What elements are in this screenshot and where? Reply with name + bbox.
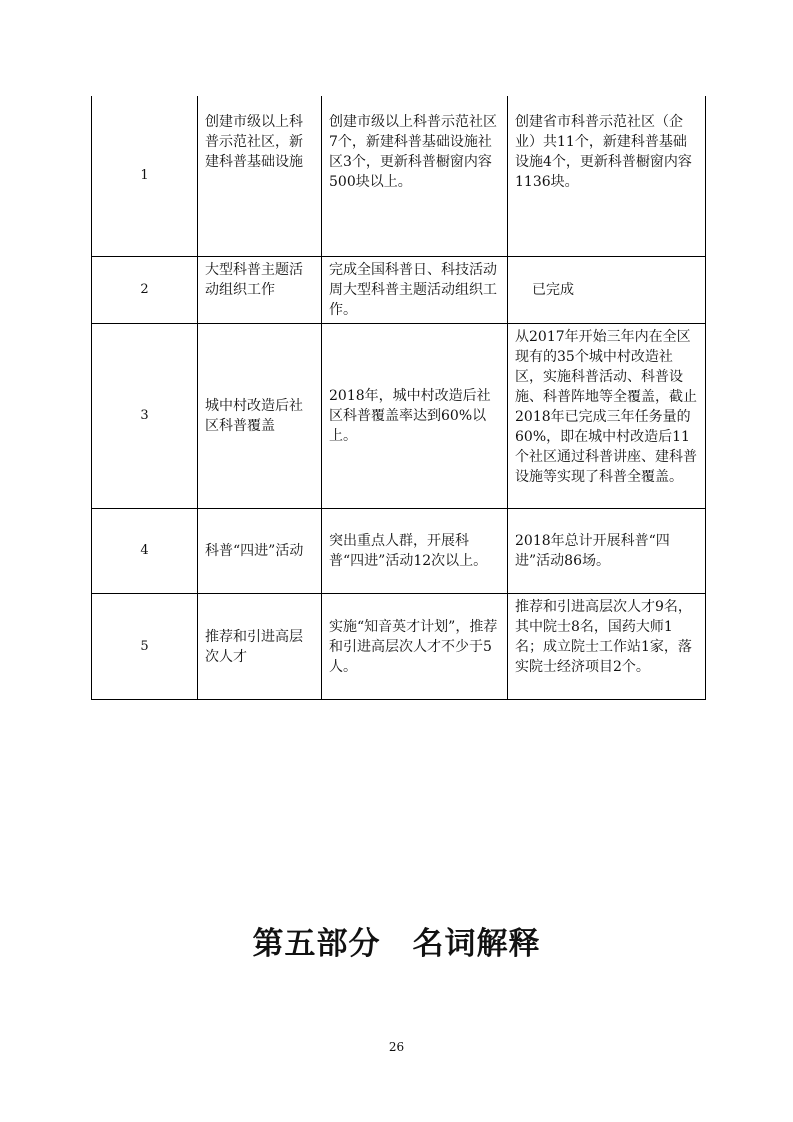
table-row: [92, 324, 706, 509]
goal-cell: 完成全国科普日、科技活动周大型科普主题活动组织工作。: [322, 257, 508, 324]
goal-cell: 创建市级以上科普示范社区7个，新建科普基础设施社区3个，更新科普橱窗内容500块以上。: [322, 96, 508, 257]
row-number: 4: [92, 509, 198, 594]
result-cell: 2018年总计开展科普“四进”活动86场。: [508, 509, 706, 594]
result-cell: 从2017年开始三年内在全区现有的35个城中村改造社区，实施科普活动、科普设施、科普阵地等全覆盖，截止2018年已完成三年任务量的60%，即在城中村改造后11个社区通过科普讲座、建科普设施等实现了科普全覆盖。: [508, 324, 706, 509]
item-cell: 创建市级以上科普示范社区，新建科普基础设施: [198, 96, 322, 257]
goal-cell: 实施“知音英才计划”，推荐和引进高层次人才不少于5人。: [322, 594, 508, 700]
result-cell: 创建省市科普示范社区（企业）共11个，新建科普基础设施4个，更新科普橱窗内容1136块。: [508, 96, 706, 257]
table-row: [92, 509, 706, 594]
summary-table: [91, 96, 706, 700]
row-number: 1: [92, 96, 198, 257]
table-row: [92, 257, 706, 324]
row-number: 3: [92, 324, 198, 509]
goal-cell: 突出重点人群，开展科普“四进”活动12次以上。: [322, 509, 508, 594]
item-cell: 科普“四进”活动: [198, 509, 322, 594]
item-cell: 大型科普主题活动组织工作: [198, 257, 322, 324]
table-row: [92, 96, 706, 257]
page-number: 26: [388, 1040, 405, 1054]
section-heading: 第五部分 名词解释: [252, 926, 541, 962]
item-cell: 推荐和引进高层次人才: [198, 594, 322, 700]
row-number: 2: [92, 257, 198, 324]
row-number: 5: [92, 594, 198, 700]
goal-cell: 2018年，城中村改造后社区科普覆盖率达到60%以上。: [322, 324, 508, 509]
result-cell: 已完成: [508, 257, 706, 324]
result-cell: 推荐和引进高层次人才9名，其中院士8名，国药大师1名；成立院士工作站1家，落实院士经济项目2个。: [508, 594, 706, 700]
item-cell: 城中村改造后社区科普覆盖: [198, 324, 322, 509]
table-row: [92, 594, 706, 700]
